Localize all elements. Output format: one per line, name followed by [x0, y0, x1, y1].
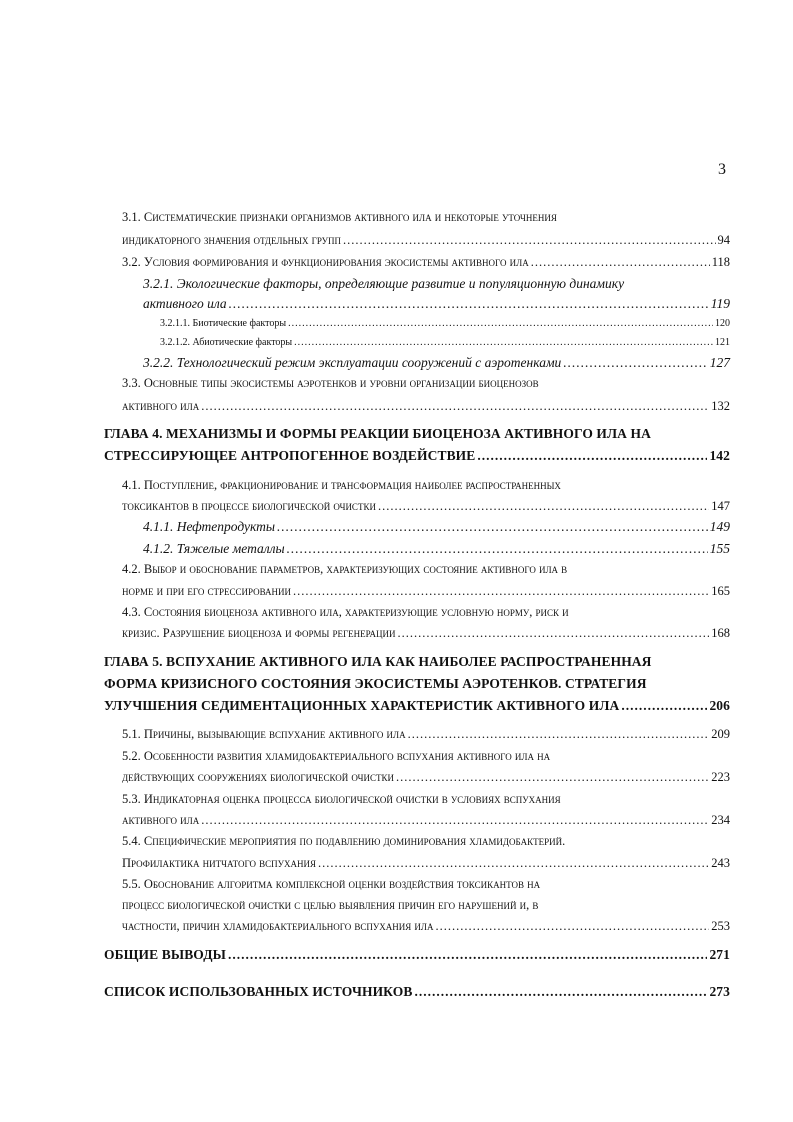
page-ref: 243	[711, 856, 730, 870]
toc-entry-3-2-1-1[interactable]: 3.2.1.1. Биотические факторы ..... 120	[160, 315, 730, 333]
dot-leader	[201, 811, 709, 829]
dot-leader	[436, 917, 710, 935]
dot-leader	[408, 725, 710, 743]
dot-leader	[414, 983, 707, 1001]
toc-entry-3-2-1: 3.2.1. Экологические факторы, определяющие развитие и популяционную динамику	[143, 276, 625, 291]
toc-entry-3-2-1-cont[interactable]: активного ила ..... 119	[143, 295, 730, 313]
page-ref: 121	[715, 337, 730, 348]
page-ref: 149	[709, 519, 730, 534]
dot-leader	[288, 315, 713, 333]
dot-leader	[398, 624, 710, 642]
page-ref: 118	[711, 255, 730, 269]
dot-leader	[201, 397, 709, 415]
toc-entry-3-2[interactable]: 3.2. Условия формирования и функционирования экосистемы активного ила ..... 118	[122, 253, 730, 271]
toc-entry-5-2-cont[interactable]: действующих сооружениях биологической очистки ..... 223	[122, 768, 730, 786]
dot-leader	[228, 946, 707, 964]
page-number: 3	[718, 161, 726, 178]
toc-entry-3-2-2[interactable]: 3.2.2. Технологический режим эксплуатации сооружений с аэротенками ..... 127	[143, 354, 730, 372]
toc-entry-4-1: 4.1. Поступление, фракционирование и трансформация наиболее распространенных	[122, 478, 561, 492]
toc-entry-5-4: 5.4. Специфические мероприятия по подавлению доминирования хламидобактерий.	[122, 834, 566, 848]
toc-entry-3-3-cont[interactable]: активного ила ..... 132	[122, 397, 730, 415]
page-ref: 147	[711, 499, 730, 513]
page-ref: 142	[709, 448, 730, 463]
dot-leader	[343, 231, 716, 249]
page-ref: 206	[709, 698, 730, 713]
dot-leader	[293, 582, 709, 600]
toc-entry-4-1-1[interactable]: 4.1.1. Нефтепродукты ..... 149	[143, 518, 730, 536]
toc-entry-4-1-2[interactable]: 4.1.2. Тяжелые металлы ..... 155	[143, 540, 730, 558]
dot-leader	[531, 253, 710, 271]
dot-leader	[378, 497, 709, 515]
toc-entry-4-2: 4.2. Выбор и обоснование параметров, характеризующих состояние активного ила в	[122, 562, 568, 576]
toc-entry-3-3: 3.3. Основные типы экосистемы аэротенков и уровни организации биоценозов	[122, 376, 539, 390]
toc-entry-4-3-cont[interactable]: кризис. Разрушение биоценоза и формы регенерации ..... 168	[122, 624, 730, 642]
page-ref: 271	[709, 947, 730, 962]
page-ref: 253	[711, 919, 730, 933]
page-ref: 209	[711, 727, 730, 741]
page-ref: 155	[709, 541, 730, 556]
toc-entry-3-1: 3.1. Систематические признаки организмов активного ила и некоторые уточнения	[122, 210, 557, 224]
toc-entry-3-2-1-2[interactable]: 3.2.1.2. Абиотические факторы ..... 121	[160, 334, 730, 352]
dot-leader	[318, 854, 709, 872]
page-ref: 223	[711, 770, 730, 784]
toc-chapter-5: ГЛАВА 5. ВСПУХАНИЕ АКТИВНОГО ИЛА КАК НАИБОЛЕЕ РАСПРОСТРАНЕННАЯ	[104, 654, 652, 669]
toc-references[interactable]: СПИСОК ИСПОЛЬЗОВАННЫХ ИСТОЧНИКОВ ..... 273	[104, 983, 730, 1001]
toc-chapter-5-cont: ФОРМА КРИЗИСНОГО СОСТОЯНИЯ ЭКОСИСТЕМЫ АЭРОТЕНКОВ. СТРАТЕГИЯ	[104, 676, 647, 691]
dot-leader	[563, 354, 707, 372]
dot-leader	[477, 447, 707, 465]
dot-leader	[396, 768, 709, 786]
page-ref: 120	[715, 318, 730, 329]
page-ref: 165	[711, 584, 730, 598]
toc-entry-4-2-cont[interactable]: норме и при его стрессировании ..... 165	[122, 582, 730, 600]
page-ref: 168	[711, 626, 730, 640]
toc-entry-5-5-cont: процесс биологической очистки с целью выявления причин его нарушений и, в	[122, 898, 539, 912]
page-ref: 132	[711, 399, 730, 413]
toc-entry-5-5: 5.5. Обоснование алгоритма комплексной оценки воздействия токсикантов на	[122, 877, 541, 891]
toc-entry-5-2: 5.2. Особенности развития хламидобактериального вспухания активного ила на	[122, 749, 551, 763]
toc-entry-5-4-cont[interactable]: Профилактика нитчатого вспухания ..... 243	[122, 854, 730, 872]
dot-leader	[621, 697, 707, 715]
page-ref: 273	[709, 984, 730, 999]
dot-leader	[229, 295, 709, 313]
dot-leader	[277, 518, 708, 536]
dot-leader	[287, 540, 708, 558]
page-ref: 234	[711, 813, 730, 827]
toc-entry-4-1-cont[interactable]: токсикантов в процессе биологической очистки ..... 147	[122, 497, 730, 515]
page-ref: 127	[709, 355, 730, 370]
toc-conclusions[interactable]: ОБЩИЕ ВЫВОДЫ ..... 271	[104, 946, 730, 964]
toc-entry-5-3: 5.3. Индикаторная оценка процесса биологической очистки в условиях вспухания	[122, 792, 561, 806]
dot-leader	[294, 334, 713, 352]
toc-chapter-4-cont[interactable]: СТРЕССИРУЮЩЕЕ АНТРОПОГЕННОЕ ВОЗДЕЙСТВИЕ ..... 142	[104, 447, 730, 465]
toc-entry-5-1[interactable]: 5.1. Причины, вызывающие вспухание активного ила ..... 209	[122, 725, 730, 743]
toc-entry-3-1-cont[interactable]: индикаторного значения отдельных групп ..... 94	[122, 231, 730, 249]
toc-entry-4-3: 4.3. Состояния биоценоза активного ила, характеризующие условную норму, риск и	[122, 605, 569, 619]
toc-entry-5-5-cont2[interactable]: частности, причин хламидобактериального вспухания ила ..... 253	[122, 917, 730, 935]
page-ref: 119	[710, 296, 730, 311]
toc-chapter-4: ГЛАВА 4. МЕХАНИЗМЫ И ФОРМЫ РЕАКЦИИ БИОЦЕНОЗА АКТИВНОГО ИЛА НА	[104, 426, 651, 441]
toc-chapter-5-cont2[interactable]: УЛУЧШЕНИЯ СЕДИМЕНТАЦИОННЫХ ХАРАКТЕРИСТИК АКТИВНОГО ИЛА ..... 206	[104, 697, 730, 715]
page-ref: 94	[717, 233, 730, 247]
toc-entry-5-3-cont[interactable]: активного ила ..... 234	[122, 811, 730, 829]
